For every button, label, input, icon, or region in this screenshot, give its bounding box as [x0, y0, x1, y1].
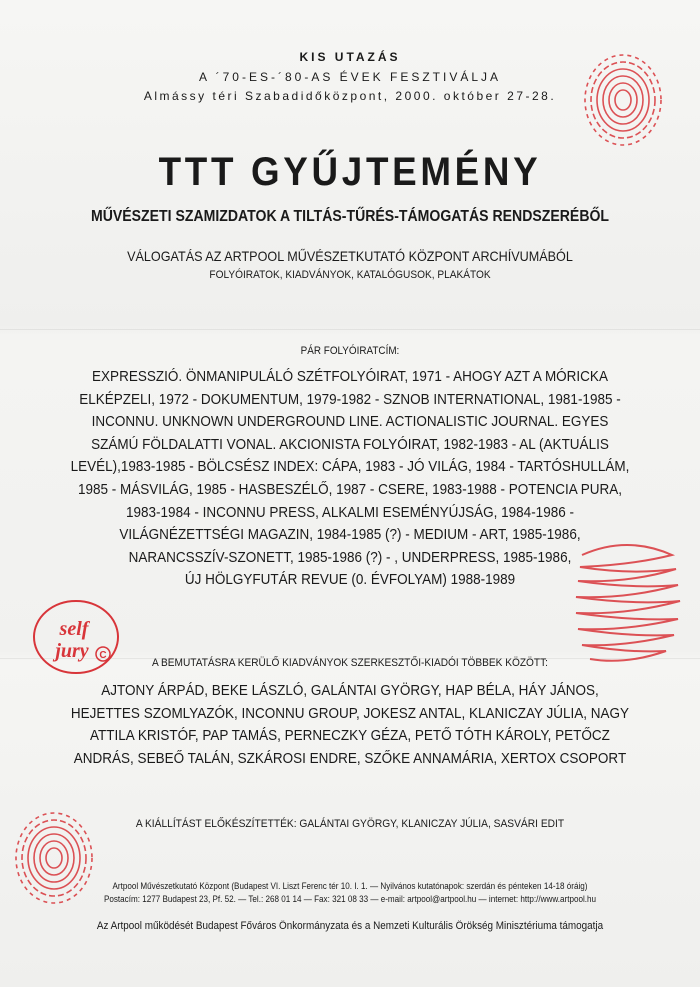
journals-line: VILÁGNÉZETTSÉGI MAGAZIN, 1984-1985 (?) - MEDIUM - ART, 1985-1986, — [119, 526, 581, 544]
selection-line: VÁLOGATÁS AZ ARTPOOL MŰVÉSZETKUTATÓ KÖZPONT ARCHÍVUMÁBÓL — [127, 248, 573, 264]
journals-line: EXPRESSZIÓ. ÖNMANIPULÁLÓ SZÉTFOLYÓIRAT, 1971 - AHOGY AZT A MÓRICKA — [92, 368, 608, 385]
festival-name: KIS UTAZÁS — [299, 50, 401, 64]
journals-line: 1985 - MÁSVILÁG, 1985 - HASBESZÉLŐ, 1987 - CSERE, 1983-1988 - POTENCIA PURA, — [78, 480, 622, 498]
editors-line: AJTONY ÁRPÁD, BEKE LÁSZLÓ, GALÁNTAI GYÖRGY, HAP BÉLA, HÁY JÁNOS, — [101, 682, 599, 699]
selection-types: FOLYÓIRATOK, KIADVÁNYOK, KATALÓGUSOK, PLAKÁTOK — [209, 269, 491, 281]
journals-line: ÚJ HÖLGYFUTÁR REVUE (0. ÉVFOLYAM) 1988-1989 — [184, 571, 516, 589]
journals-list — [0, 366, 700, 592]
stamp-text-jury: jury — [55, 640, 89, 662]
journals-heading: PÁR FOLYÓIRATCÍM: — [300, 345, 400, 357]
editors-line: HEJETTES SZOMLYAZÓK, INCONNU GROUP, JOKESZ ANTAL, KLANICZAY JÚLIA, NAGY — [70, 704, 630, 722]
prepared-by: A KIÁLLÍTÁST ELŐKÉSZÍTETTÉK: GALÁNTAI GYÖRGY, KLANICZAY JÚLIA, SASVÁRI EDIT — [135, 818, 565, 830]
support-note: Az Artpool működését Budapest Főváros Önkormányzata és a Nemzeti Kulturális Örökség Minisztériuma támogatja — [96, 920, 604, 932]
festival-subtitle: A ´70-ES-´80-AS ÉVEK FESZTIVÁLJA — [198, 70, 502, 84]
journals-line: NARANCSSZÍV-SZONETT, 1985-1986 (?) - , UNDERPRESS, 1985-1986, — [128, 548, 572, 566]
footer-contact — [0, 880, 700, 906]
footer-address: Artpool Művészetkutató Központ (Budapest VI. Liszt Ferenc tér 10. I. 1. — Nyilvános kutatónapok: szerdán és pénteken 14-18 óráig) — [112, 881, 588, 891]
page-subtitle: MŰVÉSZETI SZAMIZDATOK A TILTÁS-TŰRÉS-TÁMOGATÁS RENDSZERÉBŐL — [90, 208, 610, 225]
venue-date: Almássy téri Szabadidőközpont, 2000. október 27-28. — [143, 89, 557, 103]
journals-line: ELKÉPZELI, 1972 - DOKUMENTUM, 1979-1982 - SZNOB INTERNATIONAL, 1981-1985 - — [79, 390, 621, 408]
journals-line: LEVÉL),1983-1985 - BÖLCSÉSZ INDEX: CÁPA, 1983 - JÓ VILÁG, 1984 - TARTÓSHULLÁM, — [70, 458, 630, 476]
editors-heading: A BEMUTATÁSRA KERÜLŐ KIADVÁNYOK SZERKESZTŐI-KIADÓI TÖBBEK KÖZÖTT: — [152, 657, 548, 669]
journals-line: SZÁMÚ FÖLDALATTI VONAL. AKCIONISTA FOLYÓIRAT, 1982-1983 - AL (AKTUÁLIS — [91, 435, 609, 453]
editors-list — [0, 680, 700, 770]
page-title: TTT GYŰJTEMÉNY — [158, 150, 542, 194]
editors-line: ANDRÁS, SEBEŐ TALÁN, SZKÁROSI ENDRE, SZŐKE ANNAMÁRIA, XERTOX CSOPORT — [73, 749, 627, 767]
journals-line: INCONNU. UNKNOWN UNDERGROUND LINE. ACTIONALISTIC JOURNAL. EGYES — [91, 413, 609, 431]
stamp-text-self: self — [59, 618, 89, 640]
editors-line: ATTILA KRISTÓF, PAP TAMÁS, PERNECZKY GÉZA, PETŐ TÓTH KÁROLY, PETŐCZ — [90, 727, 610, 744]
stamp-mark: C — [99, 650, 107, 661]
journals-line: 1983-1984 - INCONNU PRESS, ALKALMI ESEMÉNYÚJSÁG, 1984-1986 - — [126, 503, 574, 521]
footer-postal: Postacím: 1277 Budapest 23, Pf. 52. — Tel.: 268 01 14 — Fax: 321 08 33 — e-mail: artpool@artpool.hu — internet: http://www.artpool.hu — [103, 894, 597, 904]
fold-line — [0, 329, 700, 330]
